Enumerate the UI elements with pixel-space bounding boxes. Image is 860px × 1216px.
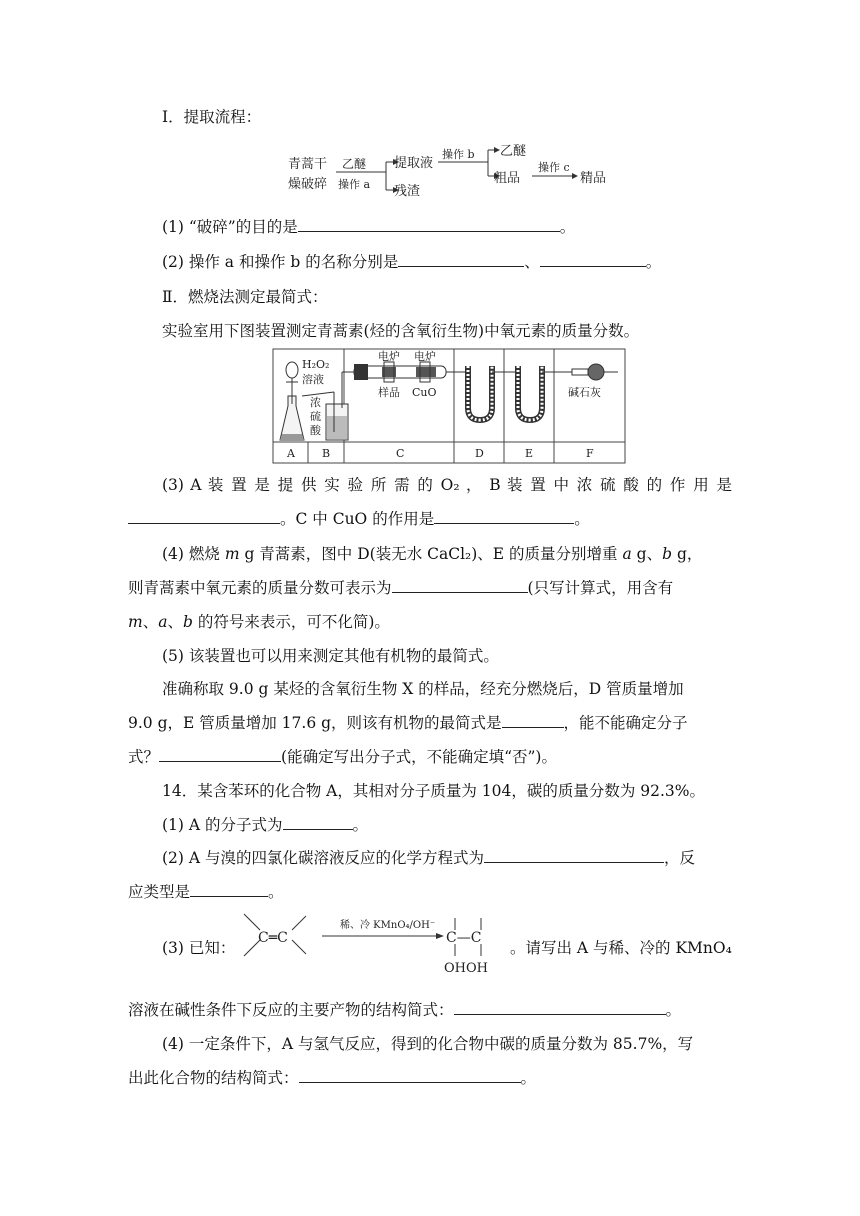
p14-text: ，反 [664, 849, 696, 867]
problem-14-stem: 14．某含苯环的化合物 A，其相对分子质量为 104，碳的质量分数为 92.3%。 [162, 782, 706, 800]
section-2-heading: Ⅱ．燃烧法测定最简式： [162, 288, 328, 306]
answer-blank[interactable] [392, 578, 528, 593]
flow-ether-out: 乙醚 [500, 144, 527, 159]
problem-14-q2-line1 [162, 848, 695, 868]
answer-blank[interactable] [434, 509, 574, 524]
reaction-condition: 稀、冷 KMnO₄/OH⁻ [340, 920, 436, 931]
flow-op-c: 操作 c [538, 161, 570, 174]
question-2 [162, 252, 661, 272]
q4-text: g、 [631, 545, 663, 563]
u-tube-d-icon [468, 366, 492, 420]
flow-start-line2: 燥破碎 [288, 177, 328, 192]
reaction-scheme [240, 910, 516, 980]
flow-start-line1: 青蒿干 [288, 157, 328, 172]
section-1-heading: Ⅰ．提取流程： [162, 108, 262, 126]
question-5-line2: 准确称取 9.0 g 某烃的含氧衍生物 X 的样品，经充分燃烧后，D 管质量增加 [162, 680, 684, 698]
problem-14-q3-prefix: (3) 已知： [162, 939, 236, 957]
section-label-f: F [586, 447, 594, 460]
p14-text: 。 [268, 883, 284, 901]
flow-solvent: 乙醚 [342, 157, 367, 171]
q4-text: 、 [142, 613, 159, 631]
q4-text: (4) 燃烧 [162, 545, 225, 563]
answer-blank[interactable] [159, 747, 281, 762]
reaction-product: C—C [446, 930, 482, 946]
section-label-c: C [396, 447, 405, 460]
q5-text: 式？ [128, 748, 160, 766]
answer-blank[interactable] [190, 882, 268, 897]
q4-text: 、 [167, 613, 183, 631]
problem-14-q4-line1: (4) 一定条件下，A 与氢气反应，得到的化合物中碳的质量分数为 85.7%，写 [162, 1035, 694, 1053]
question-1 [162, 217, 575, 237]
problem-14-q4-line2 [128, 1068, 536, 1088]
problem-14-q3-suffix: 。请写出 A 与稀、冷的 KMnO₄ [510, 939, 732, 957]
u-tube-e-icon [518, 366, 542, 420]
q4-text: g 青蒿素，图中 D(装无水 CaCl₂)、E 的质量分别增重 [239, 545, 623, 563]
section-label-b: B [322, 447, 331, 460]
var-a: a [158, 613, 168, 631]
answer-blank[interactable] [502, 713, 564, 728]
answer-blank[interactable] [298, 217, 560, 232]
answer-blank[interactable] [283, 815, 353, 830]
q4-text: (只写计算式，用含有 [527, 579, 674, 597]
acid-label-2: 硫 [310, 410, 321, 423]
q1-end: 。 [559, 218, 576, 236]
h2o2-label-2: 溶液 [302, 373, 324, 386]
q3-text-b: 。 [574, 510, 590, 528]
furnace-label-2: 电炉 [414, 350, 436, 363]
p14-text: (1) A 的分子式为 [162, 816, 283, 834]
reactant-alkene: C═C [258, 930, 288, 946]
q1-text: (1) “破碎”的目的是 [162, 218, 298, 236]
cuo-label: CuO [412, 386, 437, 399]
q2-text: (2) 操作 a 和操作 b 的名称分别是 [162, 253, 399, 271]
soda-lime-label: 碱石灰 [568, 386, 601, 399]
var-m: m [128, 613, 143, 631]
question-3-line1: (3) A 装 置 是 提 供 实 验 所 需 的 O₂ ， B 装 置 中 浓 硫 酸 的 作 用 是 [162, 476, 732, 494]
var-m: m [224, 545, 240, 563]
flow-product: 精品 [580, 171, 607, 186]
sample-label: 样品 [378, 386, 400, 399]
answer-blank[interactable] [398, 252, 524, 267]
p14-text: (2) A 与溴的四氯化碳溶液反应的化学方程式为 [162, 849, 485, 867]
answer-blank[interactable] [454, 1000, 666, 1015]
reaction-hydroxyls: OHOH [444, 961, 488, 976]
flow-residue: 残渣 [394, 184, 421, 199]
flow-op-b: 操作 b [442, 148, 475, 161]
q4-text: g， [672, 545, 703, 563]
section-label-e: E [525, 447, 534, 460]
question-5-line3 [128, 713, 688, 733]
question-4-line1 [162, 544, 702, 564]
answer-blank[interactable] [299, 1068, 521, 1083]
answer-blank[interactable] [128, 509, 280, 524]
furnace-label-1: 电炉 [378, 350, 400, 363]
q2-end: 。 [645, 253, 662, 271]
h2o2-label-1: H₂O₂ [302, 358, 330, 371]
q5-text: ，能不能确定分子 [563, 714, 688, 732]
wash-bottle-b-icon [302, 392, 348, 440]
q5-text: 9.0 g，E 管质量增加 17.6 g，则该有机物的最简式是 [128, 714, 502, 732]
var-a: a [622, 545, 632, 563]
question-5-line1: (5) 该装置也可以用来测定其他有机物的最简式。 [162, 647, 499, 665]
section-label-a: A [287, 447, 295, 460]
q4-text: 则青蒿素中氧元素的质量分数可表示为 [128, 579, 392, 597]
question-4-line2 [128, 578, 673, 598]
drying-tube-f-icon [572, 364, 618, 380]
flask-a-icon [280, 362, 304, 440]
acid-label-1: 浓 [310, 396, 321, 409]
q5-text: (能确定写出分子式，不能确定填“否”)。 [281, 748, 557, 766]
q4-text: 的符号来表示，可不化简)。 [192, 613, 390, 631]
question-4-line3 [128, 612, 390, 632]
question-5-line4 [128, 747, 557, 767]
p14-text: 溶液在碱性条件下反应的主要产物的结构简式： [128, 1001, 454, 1019]
extraction-flow-diagram [282, 138, 622, 202]
q2-sep: 、 [524, 253, 540, 271]
flow-extract: 提取液 [394, 156, 434, 171]
problem-14-q1 [162, 815, 368, 835]
problem-14-q2-line2 [128, 882, 284, 902]
section-2-intro: 实验室用下图装置测定青蒿素(烃的含氧衍生物)中氧元素的质量分数。 [162, 322, 640, 340]
p14-text: 。 [665, 1001, 682, 1019]
section-label-d: D [475, 447, 484, 460]
answer-blank[interactable] [540, 252, 646, 267]
var-b: b [182, 613, 193, 631]
question-3-line2 [128, 509, 590, 529]
acid-label-3: 酸 [310, 424, 321, 437]
flow-op-a: 操作 a [338, 178, 371, 191]
p14-text: 。 [352, 816, 369, 834]
answer-blank[interactable] [484, 848, 664, 863]
p14-text: 应类型是 [128, 883, 191, 901]
problem-14-q3-line2 [128, 1000, 681, 1020]
p14-text: 。 [520, 1069, 537, 1087]
p14-text: 出此化合物的结构简式： [128, 1069, 299, 1087]
q3-text-a: 。C 中 CuO 的作用是 [280, 510, 435, 528]
var-b: b [662, 545, 673, 563]
flow-crude: 粗品 [494, 171, 521, 186]
combustion-apparatus-diagram [272, 348, 626, 464]
